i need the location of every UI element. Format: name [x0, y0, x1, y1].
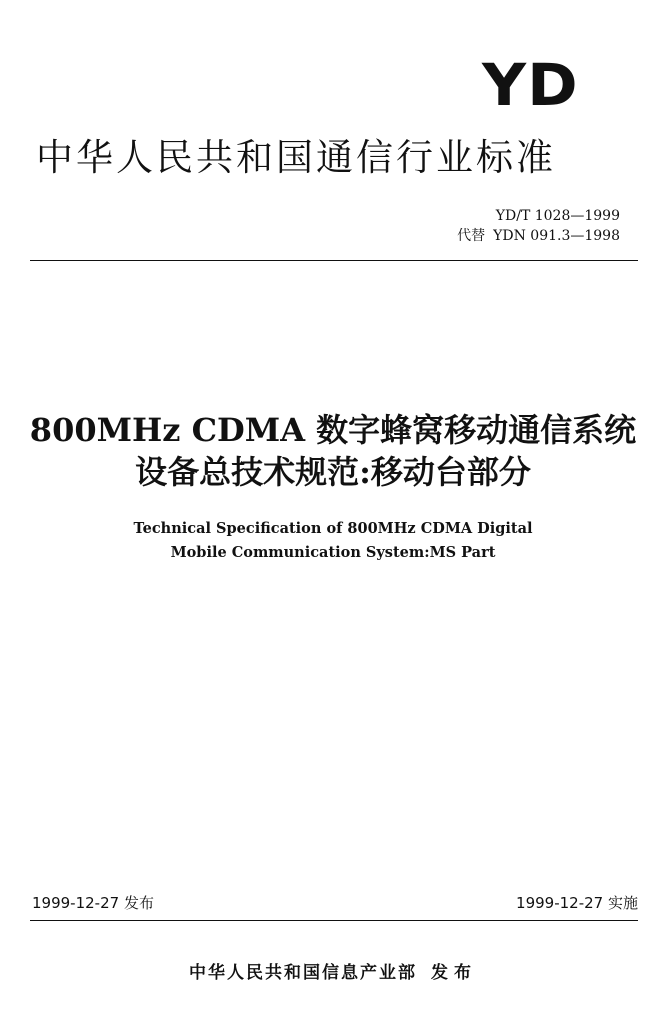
chinese-title-line-1: 800MHz CDMA 数字蜂窝移动通信系统	[29, 411, 637, 449]
publisher-action: 发布	[431, 963, 477, 983]
issuing-body-title: 中华人民共和国通信行业标准	[36, 136, 556, 179]
publisher-name: 中华人民共和国信息产业部	[189, 963, 417, 983]
footer-divider	[30, 920, 638, 921]
standard-number-block	[457, 206, 620, 246]
yd-logo: YD	[482, 51, 579, 119]
chinese-title-line-2: 设备总技术规范:移动台部分	[135, 453, 531, 491]
replaced-standard	[457, 226, 620, 246]
english-title-line-2: Mobile Communication System:MS Part	[170, 544, 496, 561]
header-divider	[30, 260, 638, 261]
publisher-line	[0, 958, 666, 983]
issue-date: 1999-12-27 发布	[32, 894, 154, 912]
standard-number: YD/T 1028—1999	[495, 208, 620, 224]
english-title-line-1: Technical Specification of 800MHz CDMA Digital	[133, 520, 533, 537]
replaces-label: 代替	[457, 228, 486, 244]
replaces-number: YDN 091.3—1998	[493, 228, 620, 244]
implementation-date: 1999-12-27 实施	[516, 894, 638, 912]
